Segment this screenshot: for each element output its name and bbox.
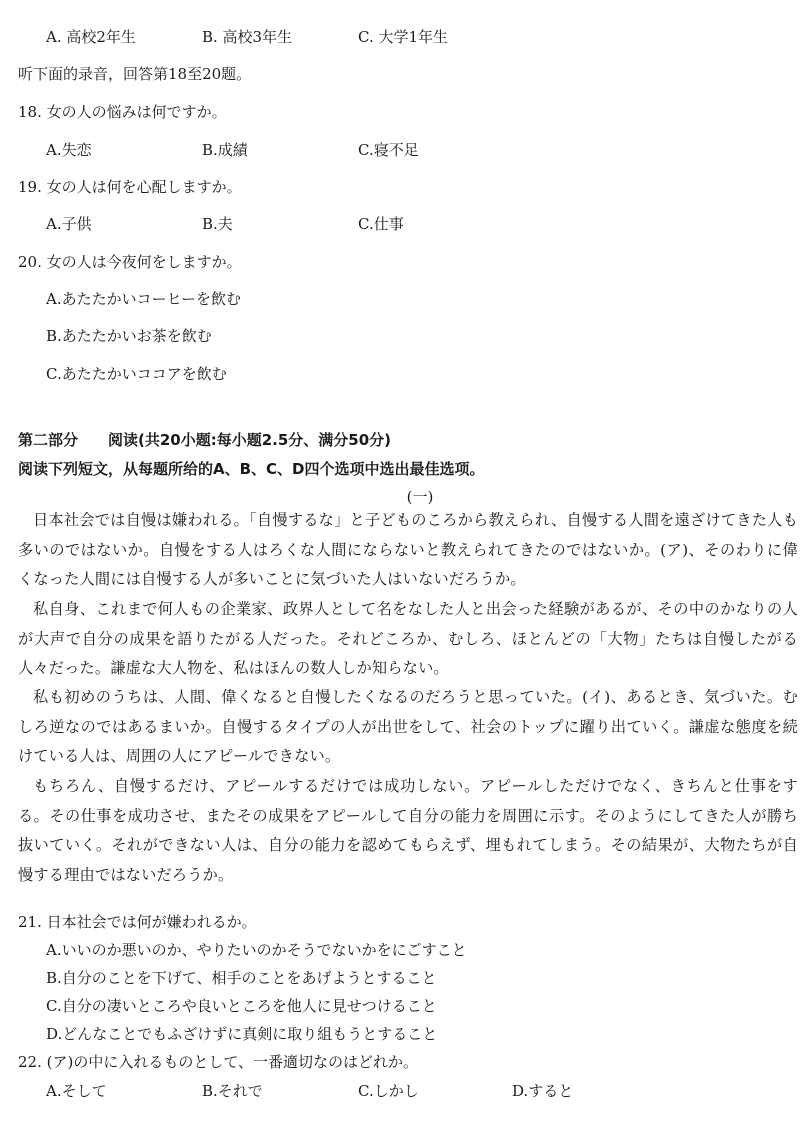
q21-option-d: D.どんなことでもふざけずに真剣に取り組もうとすること (46, 1025, 438, 1043)
passage-paragraph-3: 私も初めのうちは、人間、偉くなると自慢したくなるのだろうと思っていた。(イ)、あるとき、気づいた。むしろ逆なのではあるまいか。自慢するタイプの人が出世をして、社会のトップに躍り出ていく。謙虚な態度を続けている人は、周囲の人にアピールできない。 (18, 688, 798, 765)
q21-option-c: C.自分の凄いところや良いところを他人に見せつけること (46, 997, 437, 1015)
q21-option-b: B.自分のことを下げて、相手のことをあげようとすること (46, 969, 437, 987)
q20-option-c: C.あたたかいココアを飲む (46, 365, 227, 383)
passage-paragraph-1: 日本社会では自慢は嫌われる。「自慢するな」と子どものころから教えられ、自慢する人間を遠ざけてきた人も多いのではないか。自慢をする人はろくな人間にならないと教えられてきたのではないか。(ア)、そのわりに偉くなった人間には自慢する人が多いことに気づいた人はいないだろうか。 (18, 511, 798, 588)
q20-option-a: A.あたたかいコーヒーを飲む (46, 290, 242, 308)
q17-option-b: B. 高校3年生 (202, 28, 293, 46)
part2-instruction: 阅读下列短文，从每题所给的A、B、C、D四个选项中选出最佳选项。 (18, 460, 485, 478)
q21-option-a: A.いいのか悪いのか、やりたいのかそうでないかをにごすこと (46, 941, 467, 959)
q19-option-b: B.夫 (202, 215, 233, 233)
q17-option-c: C. 大学1年生 (358, 28, 449, 46)
q19-option-a: A.子供 (46, 215, 92, 233)
q22-stem: 22. (ア)の中に入れるものとして、一番適切なのはどれか。 (18, 1053, 419, 1071)
q22-option-a: A.そして (46, 1082, 107, 1100)
q20-option-b: B.あたたかいお茶を飲む (46, 327, 212, 345)
passage-paragraph-2: 私自身、これまで何人もの企業家、政界人として名をなした人と出会った経験があるが、その中のかなりの人が大声で自分の成果を語りたがる人だった。それどころか、むしろ、ほとんどの「大物」たちは自慢したがる人々だった。謙虚な大人物を、私はほんの数人しか知らない。 (18, 600, 798, 677)
q17-option-a: A. 高校2年生 (46, 28, 136, 46)
passage-paragraph-4: もちろん、自慢するだけ、アピールするだけでは成功しない。アピールしただけでなく、きちんと仕事をする。その仕事を成功させ、またその成果をアピールして自分の能力を周囲に示す。そのようにしてきた人が勝ち抜いていく。それができない人は、自分の能力を認めてもらえず、埋もれてしまう。その結果が、大物たちが自慢する理由ではないだろうか。 (18, 777, 798, 884)
q18-option-b: B.成績 (202, 141, 248, 159)
q22-option-d: D.すると (512, 1082, 574, 1100)
q19-stem: 19. 女の人は何を心配しますか。 (18, 178, 242, 196)
q22-option-b: B.それで (202, 1082, 263, 1100)
q18-option-a: A.失恋 (46, 141, 92, 159)
q18-stem: 18. 女の人の悩みは何ですか。 (18, 103, 227, 121)
q19-option-c: C.仕事 (358, 215, 404, 233)
passage-number: (一) (406, 488, 434, 506)
q21-stem: 21. 日本社会では何が嫌われるか。 (18, 913, 257, 931)
q20-stem: 20. 女の人は今夜何をしますか。 (18, 253, 242, 271)
q18-option-c: C.寝不足 (358, 141, 419, 159)
part2-heading: 第二部分 阅读(共20小题:每小题2.5分、满分50分) (18, 431, 392, 449)
listening-instruction: 听下面的录音，回答第18至20题。 (18, 65, 252, 83)
q22-option-c: C.しかし (358, 1082, 419, 1100)
